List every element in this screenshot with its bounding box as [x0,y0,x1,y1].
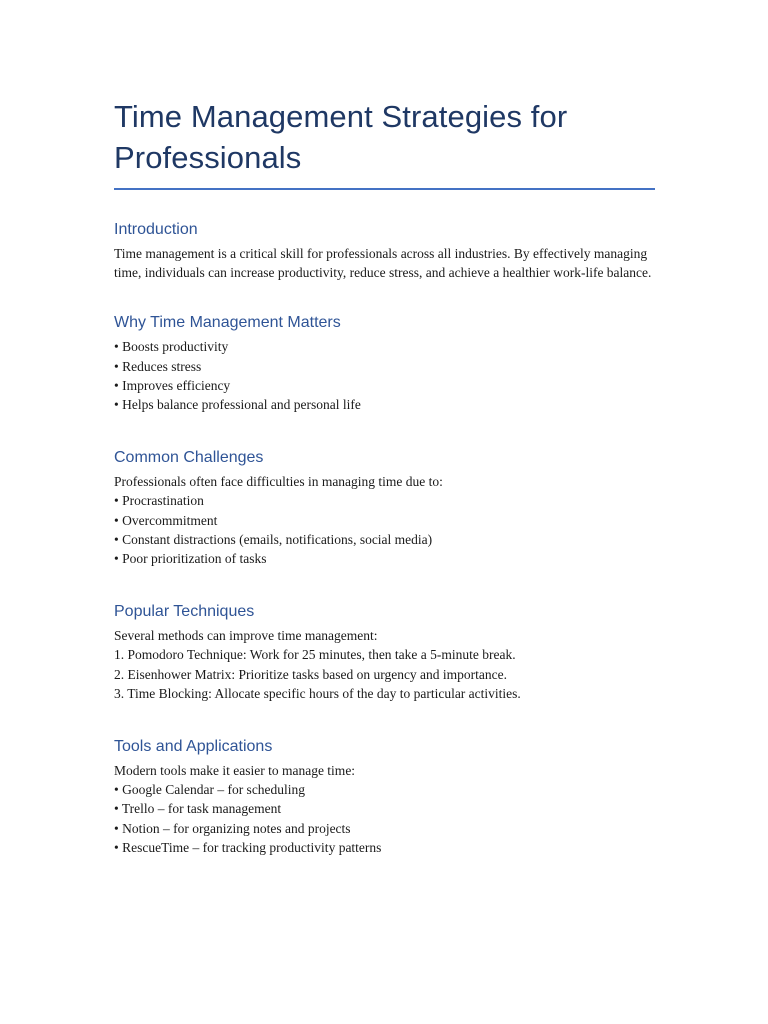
list-item: • Procrastination [114,493,204,509]
list-item: • Overcommitment [114,512,218,528]
section-heading-introduction: Introduction [114,221,198,238]
section-heading-tools: Tools and Applications [114,738,273,756]
list-item: • RescueTime – for tracking productivity patterns [114,839,382,855]
title-underline-rule [114,188,655,190]
section-heading-techniques: Popular Techniques [114,603,255,621]
tools-intro: Modern tools make it easier to manage time: [114,763,356,779]
list-item: • Trello – for task management [114,801,282,817]
challenges-bullet-list [114,491,655,568]
section-popular-techniques [114,602,655,703]
document-title [114,96,655,178]
section-introduction [114,220,655,282]
techniques-numbered-list [114,645,655,703]
section-common-challenges [114,448,655,568]
list-item: • Poor prioritization of tasks [114,551,267,567]
document-page [114,96,655,857]
list-item: • Boosts productivity [114,339,229,355]
list-item: • Improves efficiency [114,377,231,393]
list-item: • Notion – for organizing notes and projects [114,820,351,836]
section-why-time-management-matters [114,313,655,414]
section-heading-why: Why Time Management Matters [114,314,341,332]
list-item: • Google Calendar – for scheduling [114,782,306,798]
introduction-paragraph: Time management is a critical skill for professionals across all industries. By effectively managing time, individuals can increase productivity, reduce stress, and achieve a healthier work-life balance. [114,246,652,281]
tools-bullet-list [114,780,655,857]
list-item: 3. Time Blocking: Allocate specific hours of the day to particular activities. [114,685,521,701]
title-line-2: Professionals [114,140,302,175]
list-item: 1. Pomodoro Technique: Work for 25 minutes, then take a 5-minute break. [114,647,516,663]
techniques-intro: Several methods can improve time management: [114,628,378,644]
list-item: • Reduces stress [114,358,202,374]
section-heading-challenges: Common Challenges [114,449,264,467]
title-line-1: Time Management Strategies for [114,99,568,134]
list-item: • Constant distractions (emails, notifications, social media) [114,531,433,547]
challenges-intro: Professionals often face difficulties in managing time due to: [114,474,443,490]
list-item: 2. Eisenhower Matrix: Prioritize tasks based on urgency and importance. [114,666,508,682]
list-item: • Helps balance professional and personal life [114,397,361,413]
why-bullet-list [114,337,655,414]
section-tools-and-applications [114,737,655,857]
